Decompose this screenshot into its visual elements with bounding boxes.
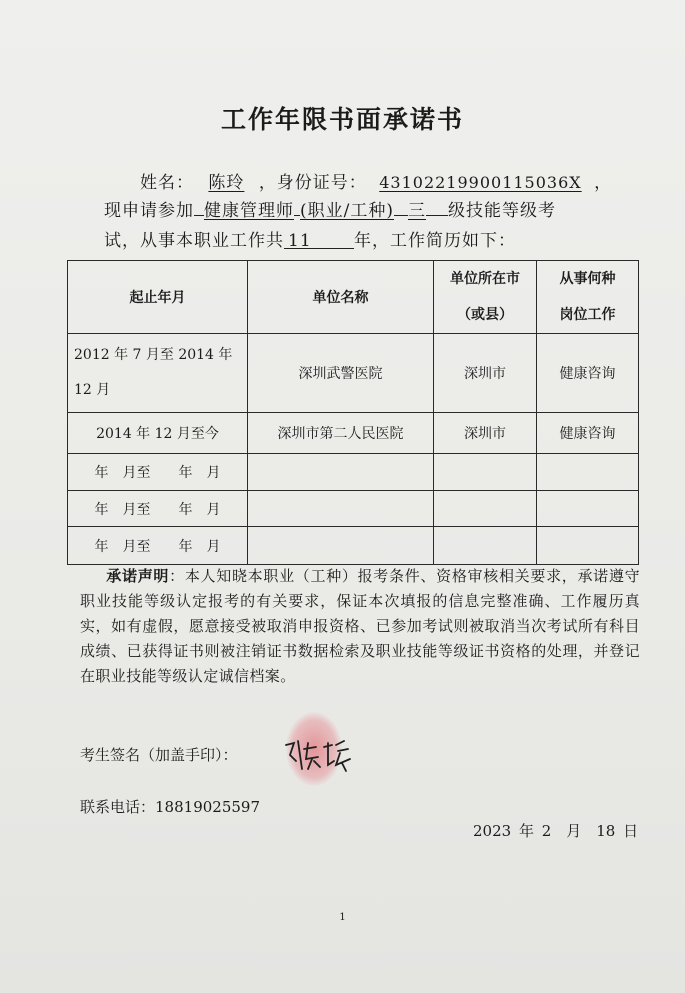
phone-label: 联系电话： bbox=[80, 798, 156, 816]
row-period: 年 月至 年 月 bbox=[68, 454, 248, 491]
work-history-table bbox=[67, 260, 639, 565]
row-city bbox=[434, 491, 537, 527]
row-employer bbox=[248, 454, 434, 491]
row-period: 年 月至 年 月 bbox=[68, 491, 248, 527]
intro-line-1 bbox=[140, 168, 612, 193]
row-period: 2014 年 12 月至今 bbox=[68, 413, 248, 454]
applicant-name: 陈玲 bbox=[208, 173, 245, 193]
id-number: 43102219900115036X bbox=[379, 173, 582, 192]
header-employer: 单位名称 bbox=[248, 261, 434, 334]
name-label: 姓名： bbox=[140, 173, 194, 193]
line3-prefix: 试，从事本职业工作共 bbox=[104, 231, 284, 251]
intro-line-3 bbox=[104, 226, 516, 251]
intro-comma: ， bbox=[594, 173, 613, 193]
row-employer bbox=[248, 491, 434, 527]
commitment-declaration bbox=[80, 564, 640, 689]
declaration-body: ：本人知晓本职业（工种）报考条件、资格审核相关要求，承诺遵守职业技能等级认定报考的有关要求，保证本次填报的信息完整准确、工作履历真实，如有虚假，愿意接受被取消申报资格、已参加考试则被取消当次考试所有科目成绩、已获得证书则被注销证书数据检索及职业技能等级证书资格的处理，并登记在职业技能等级认定诚信档案。 bbox=[80, 567, 640, 685]
table-row bbox=[68, 413, 639, 454]
row-position bbox=[537, 491, 639, 527]
row-position: 健康咨询 bbox=[537, 334, 639, 413]
skill-level: 三 bbox=[408, 201, 426, 221]
row-position: 健康咨询 bbox=[537, 413, 639, 454]
header-city: 单位所在市 （或县） bbox=[434, 261, 537, 334]
row-city: 深圳市 bbox=[434, 413, 537, 454]
table-row bbox=[68, 491, 639, 527]
phone-line bbox=[80, 796, 260, 817]
level-suffix: 级技能等级考 bbox=[448, 201, 556, 221]
row-employer bbox=[248, 527, 434, 565]
row-employer: 深圳市第二人民医院 bbox=[248, 413, 434, 454]
header-position: 从事何种 岗位工作 bbox=[537, 261, 639, 334]
table-row bbox=[68, 334, 639, 413]
signature-label: 考生签名（加盖手印）： bbox=[80, 746, 238, 764]
profession: 健康管理师 bbox=[204, 201, 294, 221]
row-position bbox=[537, 454, 639, 491]
row-city: 深圳市 bbox=[434, 334, 537, 413]
page-number: 1 bbox=[339, 912, 346, 923]
profession-type: (职业/工种) bbox=[300, 201, 394, 221]
table-row bbox=[68, 454, 639, 491]
declaration-heading: 承诺声明 bbox=[106, 567, 170, 585]
line3-suffix: 年，工作简历如下： bbox=[354, 231, 516, 251]
row-employer: 深圳武警医院 bbox=[248, 334, 434, 413]
id-label: ，身份证号： bbox=[258, 173, 367, 193]
row-city bbox=[434, 527, 537, 565]
table-header-row bbox=[68, 261, 639, 334]
apply-prefix: 现申请参加 bbox=[104, 201, 194, 221]
row-position bbox=[537, 527, 639, 565]
years-worked: 11 bbox=[288, 231, 312, 251]
signing-date: 2023 年 2 月 18 日 bbox=[473, 822, 639, 840]
handwritten-signature bbox=[282, 735, 354, 775]
phone-number: 18819025597 bbox=[155, 798, 260, 816]
row-city bbox=[434, 454, 537, 491]
table-row bbox=[68, 527, 639, 565]
row-period: 2012 年 7 月至 2014 年 12 月 bbox=[68, 334, 248, 413]
header-period: 起止年月 bbox=[68, 261, 248, 334]
document-title: 工作年限书面承诺书 bbox=[220, 105, 464, 134]
row-period: 年 月至 年 月 bbox=[68, 527, 248, 565]
intro-line-2 bbox=[104, 196, 556, 221]
